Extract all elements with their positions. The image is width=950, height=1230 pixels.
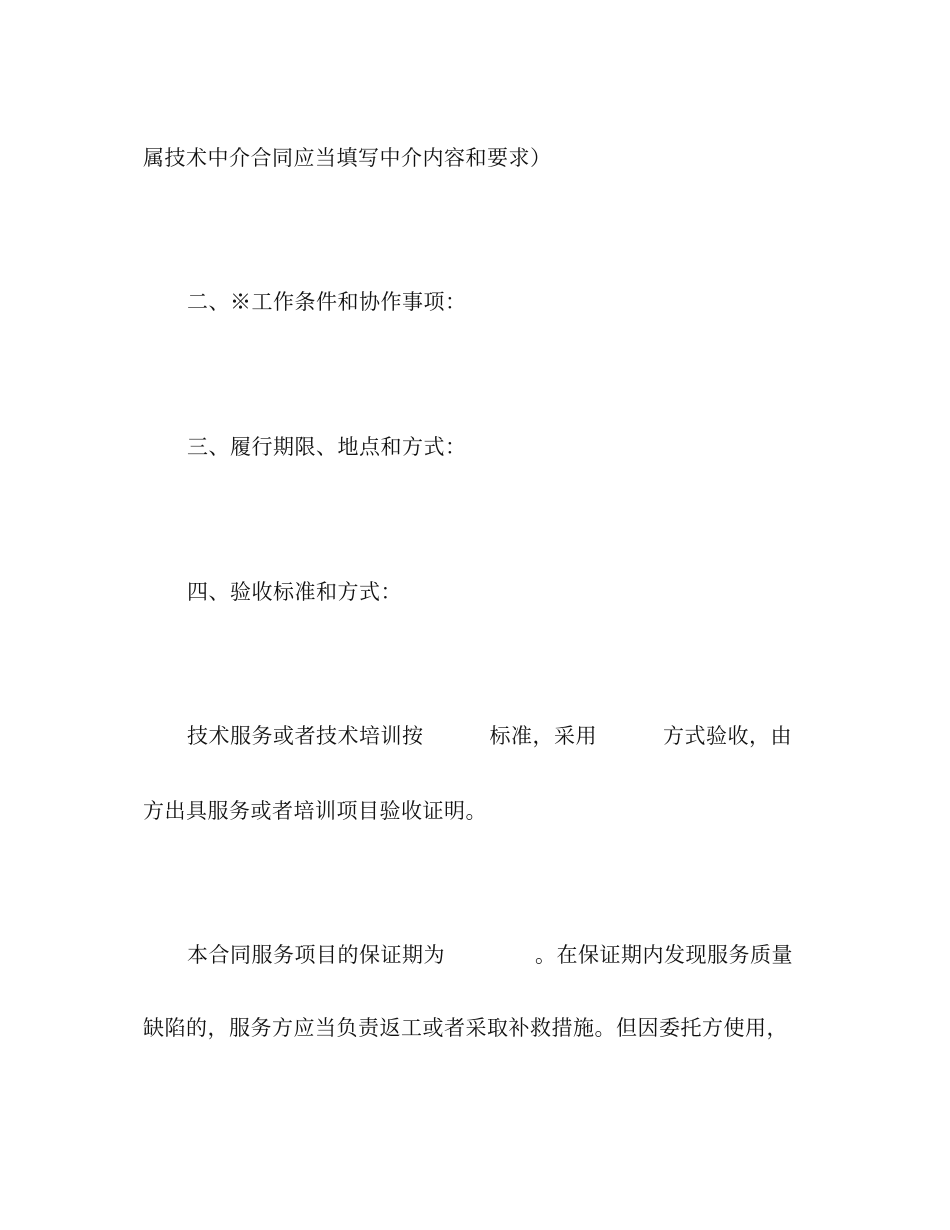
paragraph-continuation: 属技术中介合同应当填写中介内容和要求） <box>143 146 552 170</box>
section-heading-2: 二、※工作条件和协作事项： <box>187 290 467 314</box>
section-heading-3: 三、履行期限、地点和方式： <box>187 435 467 459</box>
acceptance-text-1: 技术服务或者技术培训按 <box>187 724 424 748</box>
warranty-text-2: 。在保证期内发现服务质量 <box>535 943 793 967</box>
acceptance-paragraph-line-1 <box>187 722 847 750</box>
warranty-paragraph-line-2: 缺陷的，服务方应当负责返工或者采取补救措施。但因委托方使用， <box>143 1016 788 1040</box>
section-heading-4: 四、验收标准和方式： <box>187 580 402 604</box>
acceptance-paragraph-line-2: 方出具服务或者培训项目验收证明。 <box>143 799 487 823</box>
warranty-text-1: 本合同服务项目的保证期为 <box>187 943 445 967</box>
warranty-paragraph-line-1 <box>187 941 847 969</box>
acceptance-text-3: 方式验收，由 <box>663 724 792 748</box>
acceptance-text-2: 标准，采用 <box>489 724 597 748</box>
